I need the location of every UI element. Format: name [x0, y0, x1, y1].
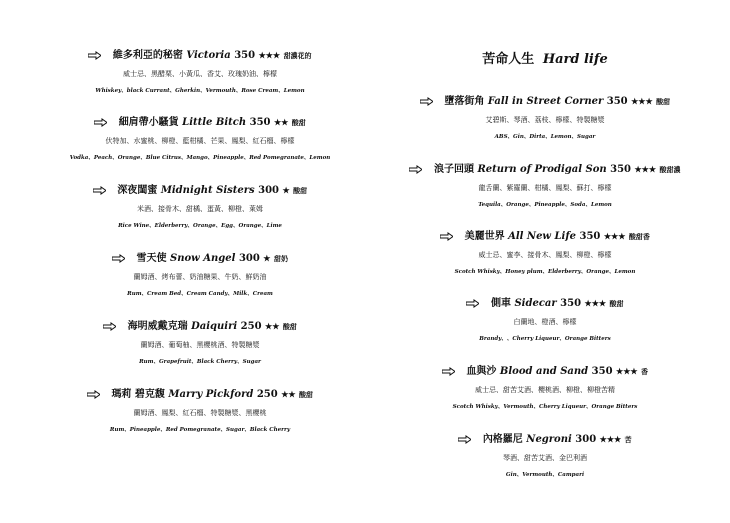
pointing-hand-icon — [103, 322, 116, 331]
pointing-hand-icon — [466, 299, 479, 308]
pointing-hand-icon — [458, 435, 471, 444]
item-ingredients-en: Scotch Whisky、Honey plum、Elderberry、Orange、Lemon — [454, 269, 636, 275]
item-ingredients-zh: 威士忌、黑醋栗、小黃瓜、香艾、玫瑰奶油、檸檬 — [123, 70, 277, 78]
item-ingredients-zh: 蘭姆酒、鳳梨、紅石榴、特製糖漿、黑櫻桃 — [133, 409, 267, 417]
item-price: 350 — [606, 96, 628, 107]
item-stars: ★★★ — [599, 434, 622, 444]
item-flavor: 酸甜 — [291, 118, 306, 127]
item-name-zh: 浪子回頭 — [433, 164, 474, 175]
menu-item — [40, 115, 360, 162]
item-ingredients-en: Rum、Pineapple、Red Pomegranate、Sugar、Black Cherry — [109, 427, 291, 433]
item-name-en: Snow Angel — [170, 253, 236, 264]
item-price: 350 — [234, 50, 256, 61]
item-stars: ★★★ — [616, 366, 638, 376]
item-ingredients-en: Rum、Cream Bed、Cream Candy、Milk、Cream — [127, 291, 273, 297]
item-price: 350 — [610, 164, 632, 175]
item-name-zh: 墮落街角 — [444, 96, 485, 107]
item-ingredients-en: Gin、Vermouth、Campari — [505, 472, 585, 478]
menu-item — [40, 48, 360, 95]
item-name-en: Sidecar — [514, 298, 557, 309]
item-ingredients-zh: 白蘭地、橙酒、檸檬 — [513, 318, 577, 326]
item-ingredients-en: Vodka、Peach、Orange、Blue Citrus、Mango、Pineapple、Red Pomegranate、Lemon — [69, 155, 331, 161]
item-flavor: 甜濃花的 — [283, 51, 312, 60]
item-name-en: Marry Pickford — [168, 389, 254, 400]
menu-item — [395, 94, 695, 141]
item-name-en: Midnight Sisters — [160, 185, 255, 196]
pointing-hand-icon — [87, 390, 100, 399]
item-name-zh: 海明威戴克瑞 — [127, 321, 188, 332]
item-name-zh: 美麗世界 — [464, 231, 505, 242]
item-ingredients-en: Whiskey、black Currant、Gherkin、Vermouth、Rose Cream、Lemon — [95, 88, 305, 94]
item-flavor: 酸甜香 — [628, 232, 650, 241]
menu-item — [395, 296, 695, 343]
item-stars: ★★ — [273, 117, 289, 127]
item-name-en: Daiquiri — [191, 321, 238, 332]
item-price: 350 — [591, 366, 613, 377]
menu-item — [395, 162, 695, 209]
item-ingredients-en: ABS、Gin、Dirta、Lemon、Sugar — [494, 134, 596, 140]
item-price: 350 — [249, 117, 271, 128]
item-ingredients-zh: 蘭姆酒、葡萄柚、黑櫻桃酒、特製糖漿 — [140, 341, 260, 349]
item-name-en: Fall in Street Corner — [487, 96, 604, 107]
item-name-zh: 深夜閨蜜 — [117, 185, 158, 196]
item-name-en: Return of Prodigal Son — [477, 164, 607, 175]
item-name-zh: 血與沙 — [466, 366, 497, 377]
item-name-zh: 瑪莉 碧克馥 — [111, 389, 165, 400]
item-title — [40, 183, 360, 198]
item-flavor: 酸甜 — [299, 390, 314, 399]
item-stars: ★★★ — [634, 164, 657, 174]
section-title-zh: 苦命人生 — [482, 52, 535, 67]
item-title — [40, 387, 360, 402]
item-stars: ★★ — [265, 321, 280, 331]
pointing-hand-icon — [93, 186, 106, 195]
item-name-zh: 側車 — [490, 298, 511, 309]
item-title — [395, 364, 695, 379]
item-ingredients-en: Rice Wine、Elderberry、Orange、Egg、Orange、Lime — [118, 223, 282, 229]
item-title — [40, 48, 360, 63]
item-title — [395, 432, 695, 447]
item-stars: ★★★ — [584, 298, 607, 308]
menu-item — [40, 319, 360, 366]
item-name-en: Negroni — [526, 434, 572, 445]
item-price: 300 — [238, 253, 260, 264]
item-ingredients-zh: 威士忌、甜苦艾酒、櫻桃酒、柳橙、柳橙苦精 — [475, 386, 615, 394]
pointing-hand-icon — [88, 51, 101, 60]
item-flavor: 酸甜 — [293, 186, 308, 195]
section-title — [395, 48, 695, 67]
item-stars: ★★★ — [603, 231, 626, 241]
pointing-hand-icon — [440, 232, 453, 241]
item-title — [395, 296, 695, 311]
item-title — [395, 94, 695, 109]
pointing-hand-icon — [94, 118, 107, 127]
item-flavor: 酸甜 — [282, 322, 297, 331]
pointing-hand-icon — [420, 97, 433, 106]
item-price: 250 — [256, 389, 278, 400]
item-price: 300 — [258, 185, 279, 196]
item-ingredients-zh: 龍舌蘭、紫羅蘭、柑橘、鳳梨、蘇打、檸檬 — [478, 184, 612, 192]
item-ingredients-zh: 蘭姆酒、烤布蕾、奶油糖果、牛奶、鮮奶油 — [133, 273, 267, 281]
item-title — [40, 115, 360, 130]
item-name-en: Victoria — [186, 50, 231, 61]
item-title — [395, 162, 695, 177]
item-ingredients-zh: 琴酒、甜苦艾酒、金巴利酒 — [503, 454, 587, 462]
item-ingredients-zh: 威士忌、蜜李、接骨木、鳳梨、柳橙、檸檬 — [478, 251, 612, 259]
item-ingredients-zh: 艾碧斯、琴酒、荔枝、檸檬、特製糖漿 — [485, 116, 605, 124]
section-title-en: Hard life — [542, 52, 608, 67]
item-ingredients-zh: 米酒、接骨木、甜橘、蛋黃、柳橙、萊姆 — [137, 205, 263, 213]
item-stars: ★★★ — [258, 50, 281, 60]
menu-item — [395, 364, 695, 411]
item-flavor: 酸甜 — [609, 299, 624, 308]
item-stars: ★★ — [281, 389, 296, 399]
menu-item — [40, 251, 360, 298]
item-flavor: 酸甜濃 — [659, 165, 681, 174]
item-title — [40, 319, 360, 334]
item-flavor: 酸甜 — [656, 97, 671, 106]
pointing-hand-icon — [409, 165, 422, 174]
item-ingredients-en: Tequila、Orange、Pineapple、Soda、Lemon — [478, 202, 612, 208]
item-title — [395, 229, 695, 244]
item-price: 250 — [240, 321, 262, 332]
pointing-hand-icon — [112, 254, 125, 263]
menu-item — [40, 183, 360, 230]
item-price: 350 — [560, 298, 582, 309]
item-flavor: 苦 — [624, 435, 632, 444]
item-name-zh: 細肩帶小騷貨 — [118, 117, 179, 128]
menu-item — [395, 432, 695, 479]
item-flavor: 香 — [641, 367, 649, 376]
item-name-zh: 雪天使 — [136, 253, 167, 264]
item-flavor: 甜奶 — [273, 254, 288, 263]
item-name-en: Little Bitch — [182, 117, 247, 128]
menu-item — [395, 229, 695, 276]
item-ingredients-en: Rum、Grapefruit、Black Cherry、Sugar — [139, 359, 261, 365]
item-stars: ★ — [263, 253, 271, 263]
item-ingredients-en: Brandy、、Cherry Liqueur、Orange Bitters — [479, 336, 611, 342]
item-price: 350 — [579, 231, 601, 242]
item-price: 300 — [575, 434, 597, 445]
item-name-zh: 內格羅尼 — [482, 434, 523, 445]
pointing-hand-icon — [442, 367, 455, 376]
item-ingredients-en: Scotch Whisky、Vermouth、Cherry Liqueur、Orange Bitters — [452, 404, 638, 410]
item-name-en: Blood and Sand — [499, 366, 589, 377]
item-title — [40, 251, 360, 266]
item-name-zh: 維多利亞的秘密 — [112, 50, 183, 61]
item-stars: ★★★ — [631, 96, 653, 106]
item-stars: ★ — [282, 185, 290, 195]
item-ingredients-zh: 伏特加、水蜜桃、柳橙、藍柑橘、芒果、鳳梨、紅石榴、檸檬 — [105, 137, 295, 145]
menu-item — [40, 387, 360, 434]
item-name-en: All New Life — [508, 231, 577, 242]
